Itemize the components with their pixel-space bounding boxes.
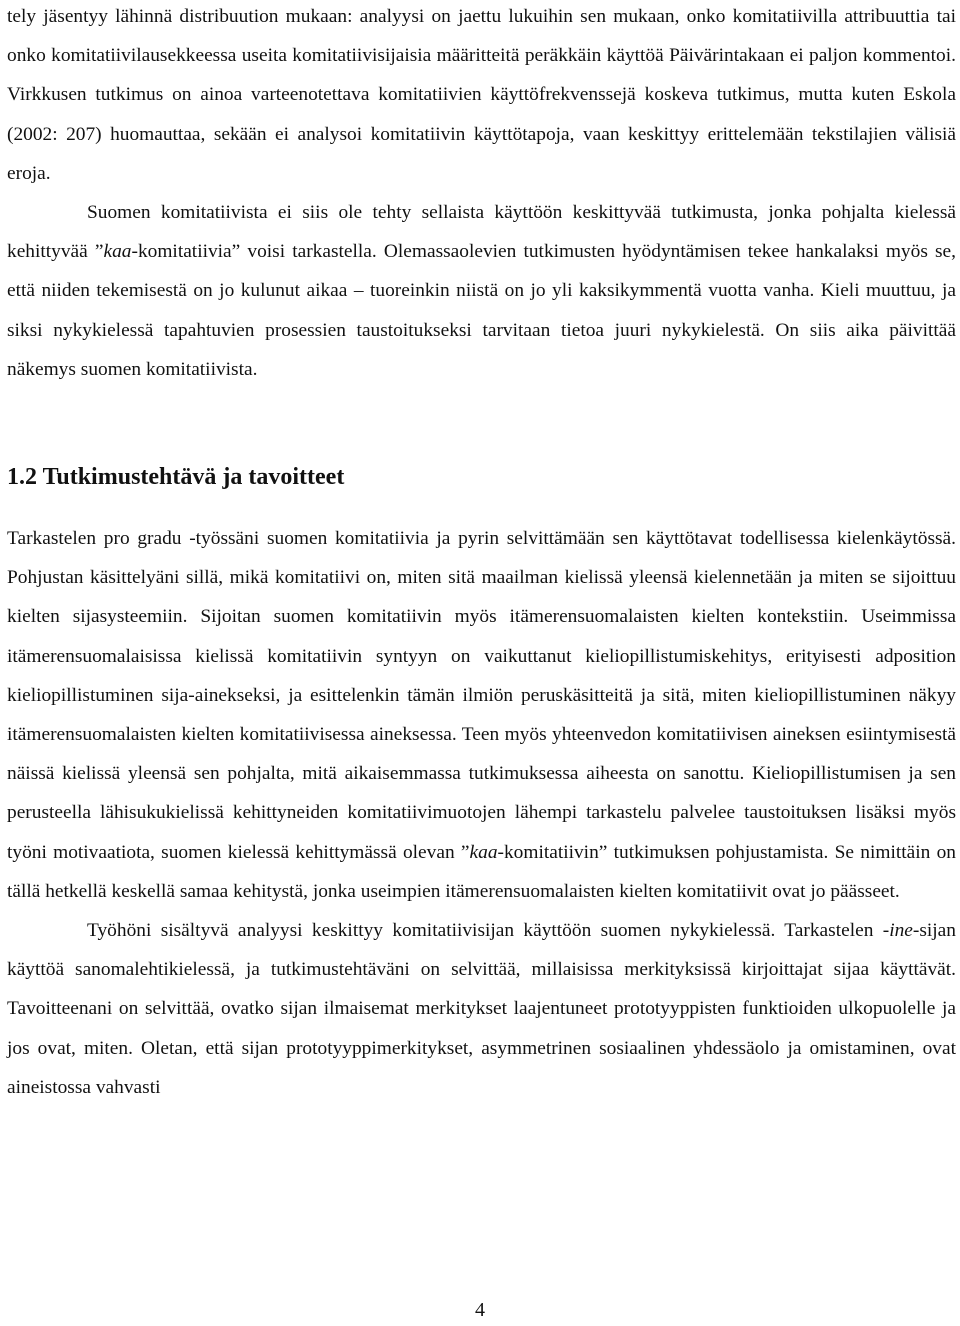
paragraph-text: -komitatiivia” voisi tarkastella. Olemassaolevien tutkimusten hyödyntämisen tekee hankalaksi myös se, että niiden tekemisestä on jo kulunut aikaa – tuoreinkin niistä on jo yli kaksikymmentä vuotta vanha. Kieli muuttuu, ja siksi nykykielessä tapahtuvien prosessien taustoitukseksi tarvitaan tietoa juuri nykykielestä. On siis aika päivittää näkemys suomen komitatiivista. <box>7 241 956 380</box>
body-paragraph <box>7 519 956 911</box>
paragraph-text: Suomen komitatiivista ei siis ole tehty sellaista käyttöön keskittyvää tutkimusta, jonka pohjalta kielessä kehittyvää ” <box>7 202 956 263</box>
paragraph-text: Työhöni sisältyvä analyysi keskittyy komitatiivisijan käyttöön suomen nykykielessä. Tarkastelen <box>87 920 883 942</box>
italic-term: kaa <box>469 841 498 863</box>
body-paragraph: tely jäsentyy lähinnä distribuution mukaan: analyysi on jaettu lukuihin sen mukaan, onko komitatiivilla attribuuttia tai onko komitatiivilausekkeessa useita komitatiivisijaisia määritteitä peräkkäin käyttöä Päivärintakaan ei paljon kommentoi. Virkkusen tutkimus on ainoa varteenotettava komitatiivien käyttöfrekvenssejä koskeva tutkimus, mutta kuten Eskola (2002: 207) huomauttaa, sekään ei analysoi komitatiivin käyttötapoja, vaan keskittyy erittelemään tekstilajien välisiä eroja. <box>7 6 956 184</box>
paragraph-text: -sijan käyttöä sanomalehtikielessä, ja tutkimustehtäväni on selvittää, millaisissa merkityksissä kirjoittajat sijaa käyttävät. Tavoitteenani on selvittää, ovatko sijan ilmaisemat merkitykset laajentuneet prototyyppisten funktioiden ulkopuolelle ja jos ovat, miten. Oletan, että sijan prototyyppimerkitykset, asymmetrinen sosiaalinen yhdessäolo ja omistaminen, ovat aineistossa vahvasti <box>7 920 956 1098</box>
paragraph-text: Tarkastelen pro gradu -työssäni suomen komitatiivia ja pyrin selvittämään sen käyttötavat todellisessa kielenkäytössä. Pohjustan käsittelyäni sillä, mikä komitatiivi on, miten sitä maailman kielissä yleensä kielennetään ja miten se sijoittuu kielten sijasysteemiin. Sijoitan suomen komitatiivin myös itämerensuomalaisten kielten kontekstiin. Useimmissa itämerensuomalaisissa kielissä komitatiivin syntyyn on vaikuttanut kieliopillistumiskehitys, erityisesti adposition kieliopillistuminen sija-ainekseksi, ja esittelenkin tämän ilmiön peruskäsitteitä ja sitä, miten kieliopillistuminen näkyy itämerensuomalaisten kielten komitatiivisessa aineksessa. Teen myös yhteenvedon komitatiivisen aineksen esiintymisestä näissä kielissä yleensä sen pohjalta, mitä aikaisemmassa tutkimuksessa aiheesta on sanottu. Kieliopillistumisen ja sen perusteella lähisukukielissä kehittyneiden komitatiivimuotojen lähempi tarkastelu palvelee taustoituksen lisäksi myös työni motivaatiota, suomen kielessä kehittymässä olevan ” <box>7 528 956 863</box>
body-paragraph <box>7 911 956 1107</box>
body-paragraph <box>7 193 956 389</box>
document-page <box>7 0 956 1107</box>
page-number: 4 <box>475 1299 485 1321</box>
italic-term: -ine <box>882 920 913 942</box>
paragraph-text: -komitatiivin” tutkimuksen pohjustamista. Se nimittäin on tällä hetkellä keskellä samaa kehitystä, jonka useimpien itämerensuomalaisten kielten komitatiivit ovat jo päässeet. <box>7 841 956 902</box>
section-heading: 1.2 Tutkimustehtävä ja tavoitteet <box>7 464 345 491</box>
italic-term: kaa <box>103 241 132 263</box>
